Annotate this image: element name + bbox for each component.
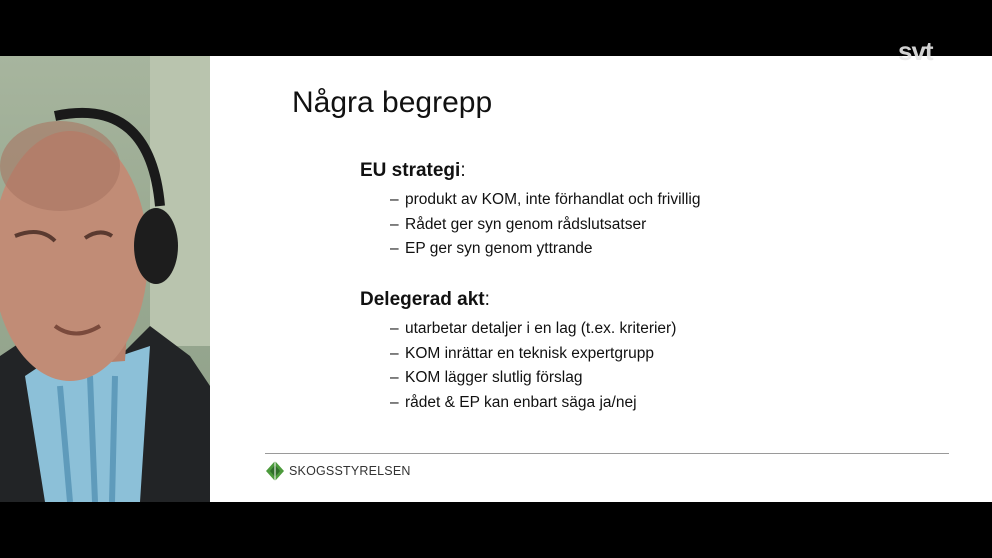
- webcam-video: [0, 56, 210, 502]
- bullet-item: – EP ger syn genom yttrande: [390, 240, 593, 257]
- bullet-item: – KOM inrättar en teknisk expertgrupp: [390, 344, 654, 362]
- leaf-icon: [265, 460, 285, 482]
- section-heading: Delegerad akt:: [360, 289, 490, 310]
- bullet-list: [390, 188, 701, 262]
- section-delegerad-akt: [360, 289, 676, 415]
- bullet-item: – Rådet ger syn genom rådslutsatser: [390, 215, 647, 233]
- slide-title: Några begrepp: [292, 86, 493, 119]
- bullet-item: – utarbetar detaljer i en lag (t.ex. kriterier): [390, 320, 677, 337]
- letterbox-top: [0, 0, 992, 56]
- presenter-image: [0, 56, 210, 502]
- bullet-item: – KOM lägger slutlig förslag: [390, 369, 583, 386]
- bullet-item: – rådet & EP kan enbart säga ja/nej: [390, 393, 637, 411]
- presentation-slide: [210, 56, 992, 502]
- svt-logo: svt: [898, 36, 933, 66]
- logo-text: SKOGSSTYRELSEN: [289, 464, 411, 478]
- bullet-item: – produkt av KOM, inte förhandlat och frivillig: [390, 191, 701, 208]
- skogsstyrelsen-logo: [265, 460, 411, 482]
- section-heading: EU strategi:: [360, 160, 466, 181]
- footer-divider: [265, 453, 949, 454]
- letterbox-bottom: [0, 502, 992, 558]
- section-eu-strategi: [360, 160, 701, 262]
- bullet-list: [390, 317, 676, 415]
